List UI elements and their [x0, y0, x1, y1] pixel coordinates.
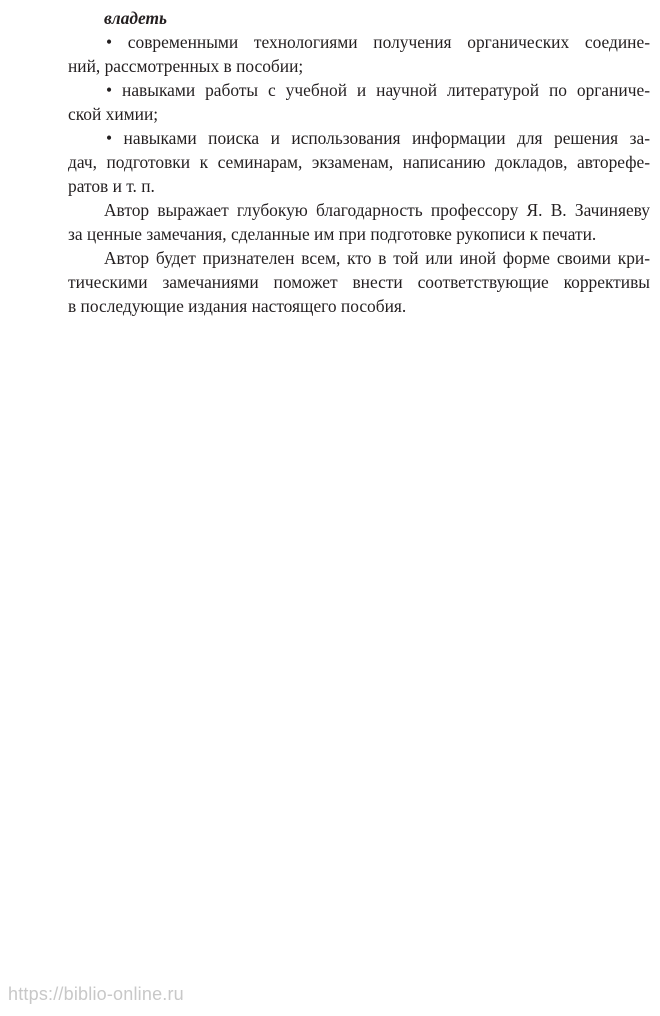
bullet-line: • навыками поиска и использования информации для решения за-: [106, 128, 650, 148]
paragraph-line: за ценные замечания, сделанные им при подготовке рукописи к печати.: [68, 224, 597, 244]
paragraph-line: тическими замечаниями поможет внести соответствующие коррективы: [68, 272, 650, 292]
bullet-item: [68, 30, 650, 78]
paragraph-line: Автор будет признателен всем, кто в той или иной форме своими кри-: [104, 248, 650, 268]
bullet-item: [68, 78, 650, 126]
acknowledgement-paragraph: [68, 198, 650, 246]
feedback-paragraph: [68, 246, 650, 318]
bullet-line: ратов и т. п.: [68, 176, 155, 196]
bullet-item: [68, 126, 650, 198]
section-heading: владеть: [104, 8, 167, 28]
bullet-line: ний, рассмотренных в пособии;: [68, 56, 304, 76]
paragraph-line: в последующие издания настоящего пособия.: [68, 296, 407, 316]
bullet-line: • навыками работы с учебной и научной литературой по органиче-: [106, 80, 650, 100]
bullet-line: дач, подготовки к семинарам, экзаменам, написанию докладов, авторефе-: [68, 152, 650, 172]
watermark-url: https://biblio-online.ru: [8, 984, 184, 1004]
paragraph-line: Автор выражает глубокую благодарность профессору Я. В. Зачиняеву: [104, 200, 650, 220]
bullet-line: ской химии;: [68, 104, 159, 124]
bullet-line: • современными технологиями получения органических соедине-: [106, 32, 650, 52]
page-text: [68, 6, 650, 318]
